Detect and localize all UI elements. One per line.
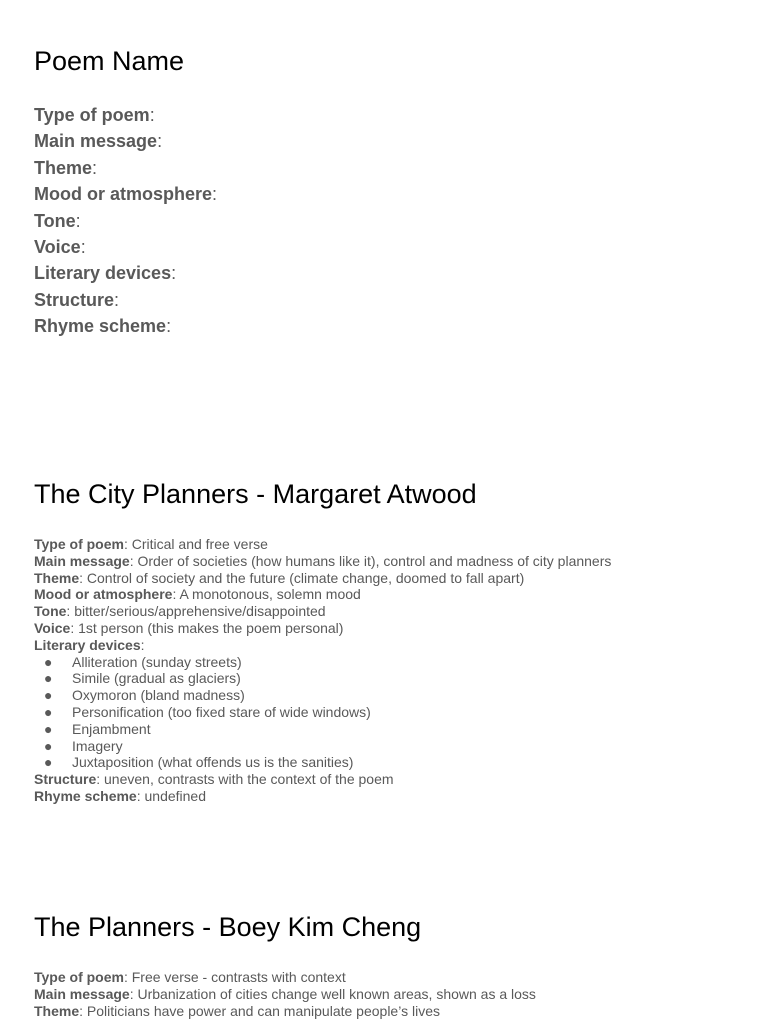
poem1-title: The City Planners - Margaret Atwood: [34, 479, 477, 509]
field-value: Order of societies (how humans like it), control and madness of city planners: [137, 552, 612, 569]
poem2-title: The Planners - Boey Kim Cheng: [34, 912, 422, 942]
field-colon: :: [129, 985, 134, 1002]
field-label: Voice: [34, 236, 81, 257]
field-colon: :: [129, 552, 134, 569]
poem1-field-row: [34, 771, 611, 788]
poem1-field-row: [34, 553, 611, 570]
field-label: Tone: [34, 603, 67, 620]
bullet-icon: ●: [44, 754, 53, 771]
field-label: Structure: [34, 771, 97, 788]
poem1-field-row: [34, 788, 611, 805]
field-label: Theme: [34, 1002, 80, 1019]
poem2-field-row: [34, 969, 536, 986]
poem1-field-row: [34, 637, 611, 654]
template-title: Poem Name: [34, 46, 185, 76]
list-item: [34, 704, 611, 721]
field-value: uneven, contrasts with the context of the poem: [104, 771, 394, 788]
field-label: Literary devices: [34, 636, 141, 653]
field-colon: :: [66, 603, 71, 620]
template-field-row: [34, 260, 217, 286]
list-item-text: Imagery: [72, 737, 123, 754]
poem2-field-row: [34, 1003, 536, 1020]
list-item-text: Personification (too fixed stare of wide windows): [72, 703, 371, 720]
field-colon: :: [149, 105, 155, 125]
field-label: Type of poem: [34, 536, 124, 552]
field-label: Structure: [34, 289, 115, 310]
template-field-row: [34, 128, 217, 154]
field-value: 1st person (this makes the poem personal): [78, 619, 344, 636]
field-colon: :: [70, 619, 75, 636]
field-value: undefined: [144, 787, 207, 804]
field-colon: :: [123, 969, 128, 985]
literary-devices-list: [34, 654, 611, 772]
list-item: [34, 754, 611, 771]
bullet-icon: ●: [44, 720, 53, 737]
template-field-row: [34, 208, 217, 234]
field-colon: :: [157, 131, 163, 152]
field-label: Main message: [34, 131, 158, 152]
field-label: Main message: [34, 552, 130, 569]
list-item: [34, 654, 611, 671]
field-label: Mood or atmosphere: [34, 184, 213, 205]
poem1-field-row: [34, 603, 611, 620]
field-colon: :: [96, 771, 101, 788]
template-field-row: [34, 155, 217, 181]
field-value: bitter/serious/apprehensive/disappointed: [74, 603, 326, 620]
field-colon: :: [136, 787, 141, 804]
bullet-icon: ●: [44, 653, 53, 670]
list-item-text: Enjambment: [72, 720, 151, 737]
poem1-field-row: [34, 620, 611, 637]
template-fields: [34, 102, 217, 340]
field-label: Theme: [34, 157, 93, 178]
field-colon: :: [140, 636, 145, 653]
field-label: Main message: [34, 985, 130, 1002]
poem2-fields: [34, 969, 536, 1019]
field-value: Control of society and the future (climate change, doomed to fall apart): [86, 569, 525, 586]
template-field-row: [34, 234, 217, 260]
field-label: Literary devices: [34, 263, 172, 284]
field-label: Rhyme scheme: [34, 316, 167, 337]
poem1-field-row: [34, 570, 611, 587]
field-colon: :: [172, 586, 177, 603]
field-label: Type of poem: [34, 969, 124, 985]
field-colon: :: [166, 316, 172, 337]
field-label: Voice: [34, 619, 71, 636]
bullet-icon: ●: [44, 703, 53, 720]
field-value: Critical and free verse: [131, 536, 268, 552]
field-colon: :: [79, 569, 84, 586]
field-colon: :: [212, 184, 218, 205]
bullet-icon: ●: [44, 737, 53, 754]
template-field-row: [34, 181, 217, 207]
field-label: Theme: [34, 569, 80, 586]
list-item: [34, 670, 611, 687]
field-label: Tone: [34, 210, 76, 231]
field-value: Politicians have power and can manipulate people’s lives: [86, 1002, 440, 1019]
field-colon: :: [79, 1002, 84, 1019]
list-item-text: Alliteration (sunday streets): [72, 653, 242, 670]
field-colon: :: [114, 289, 120, 310]
field-colon: :: [75, 210, 81, 231]
list-item: [34, 687, 611, 704]
field-label: Mood or atmosphere: [34, 586, 173, 603]
poem1-fields: [34, 536, 611, 805]
field-colon: :: [80, 236, 86, 257]
field-value: A monotonous, solemn mood: [179, 586, 361, 603]
field-label: Type of poem: [34, 105, 150, 125]
list-item-text: Oxymoron (bland madness): [72, 687, 245, 704]
template-field-row: [34, 287, 217, 313]
poem1-field-row: [34, 586, 611, 603]
field-colon: :: [123, 536, 128, 552]
field-colon: :: [171, 263, 177, 284]
list-item-text: Simile (gradual as glaciers): [72, 670, 241, 687]
poem2-field-row: [34, 986, 536, 1003]
list-item: [34, 738, 611, 755]
poem1-field-row: [34, 536, 611, 553]
field-value: Free verse - contrasts with context: [131, 969, 346, 985]
template-field-row: [34, 313, 217, 339]
field-colon: :: [92, 157, 98, 178]
template-field-row: [34, 102, 217, 128]
bullet-icon: ●: [44, 687, 53, 704]
list-item: [34, 721, 611, 738]
field-value: Urbanization of cities change well known areas, shown as a loss: [137, 985, 536, 1002]
list-item-text: Juxtaposition (what offends us is the sanities): [72, 754, 354, 771]
field-label: Rhyme scheme: [34, 787, 137, 804]
bullet-icon: ●: [44, 670, 53, 687]
